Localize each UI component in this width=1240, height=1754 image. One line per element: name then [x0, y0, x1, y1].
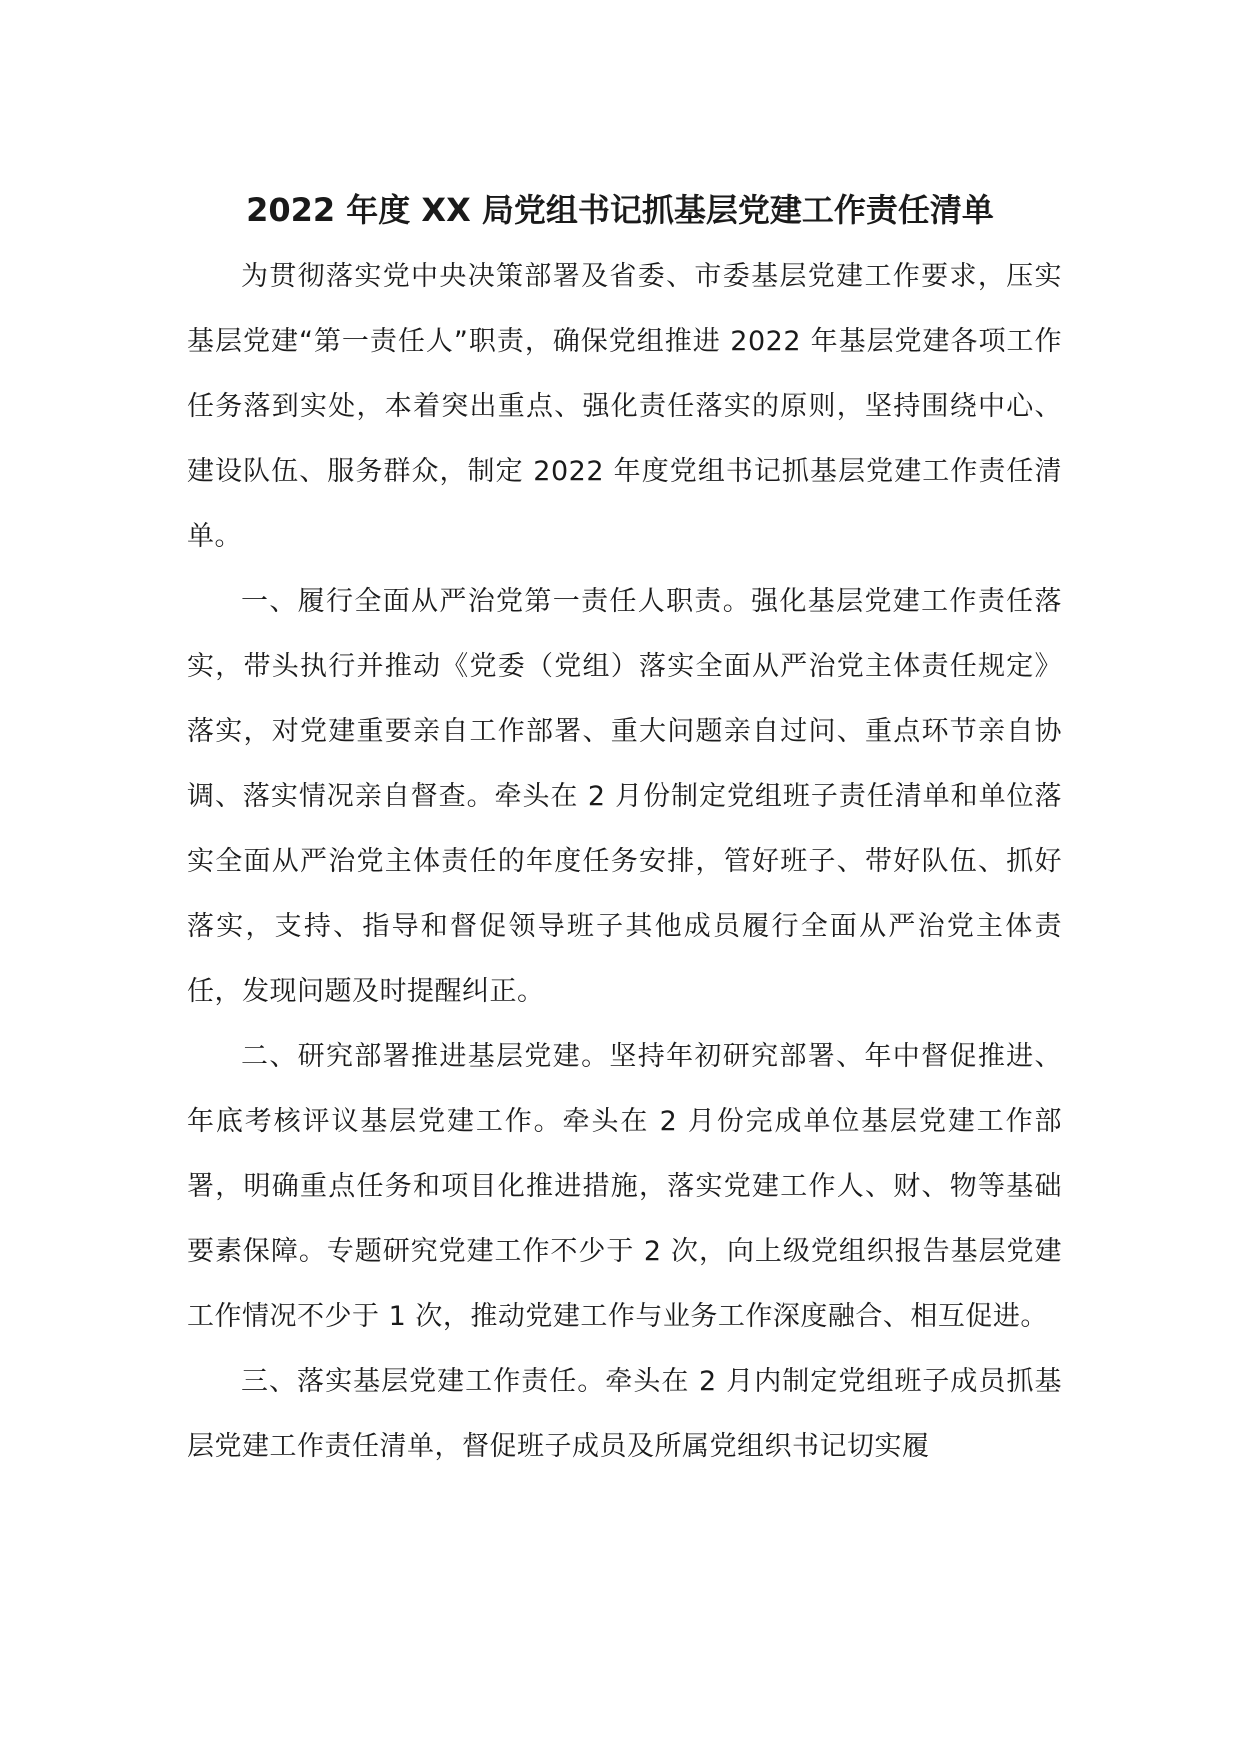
- paragraph-intro: 为贯彻落实党中央决策部署及省委、市委基层党建工作要求，压实基层党建“第一责任人”职责，确保党组推进 2022 年基层党建各项工作任务落到实处，本着突出重点、强化责任落实的原则，坚持围绕中心、建设队伍、服务群众，制定 2022 年度党组书记抓基层党建工作责任清单。: [187, 261, 1062, 552]
- paragraph-section-1: 一、履行全面从严治党第一责任人职责。强化基层党建工作责任落实，带头执行并推动《党委（党组）落实全面从严治党主体责任规定》落实，对党建重要亲自工作部署、重大问题亲自过问、重点环节亲自协调、落实情况亲自督查。牵头在 2 月份制定党组班子责任清单和单位落实全面从严治党主体责任的年度任务安排，管好班子、带好队伍、抓好落实，支持、指导和督促领导班子其他成员履行全面从严治党主体责任，发现问题及时提醒纠正。: [187, 586, 1062, 1007]
- paragraph-section-2: 二、研究部署推进基层党建。坚持年初研究部署、年中督促推进、年底考核评议基层党建工作。牵头在 2 月份完成单位基层党建工作部署，明确重点任务和项目化推进措施，落实党建工作人、财、物等基础要素保障。专题研究党建工作不少于 2 次，向上级党组织报告基层党建工作情况不少于 1 次，推动党建工作与业务工作深度融合、相互促进。: [187, 1041, 1062, 1332]
- document-title: 2022 年度 XX 局党组书记抓基层党建工作责任清单: [246, 191, 994, 229]
- paragraph-section-3: 三、落实基层党建工作责任。牵头在 2 月内制定党组班子成员抓基层党建工作责任清单，督促班子成员及所属党组织书记切实履: [187, 1366, 1062, 1462]
- document-body: [187, 244, 1062, 1479]
